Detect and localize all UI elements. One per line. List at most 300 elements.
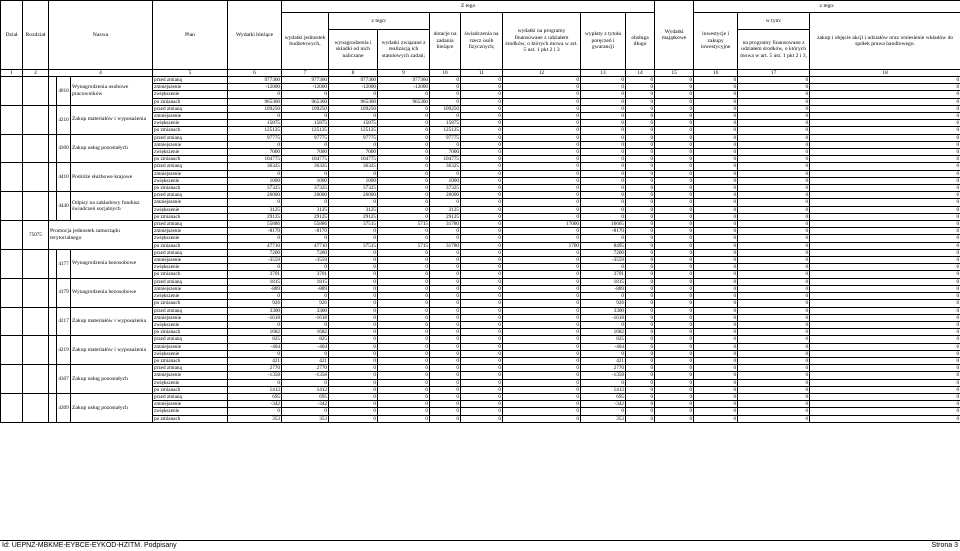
amount-cell: 1815 <box>581 278 626 285</box>
amount-cell: 0 <box>655 401 694 408</box>
amount-cell: 0 <box>626 185 655 192</box>
amount-cell: 0 <box>329 408 378 415</box>
amount-cell: 3125 <box>329 206 378 213</box>
amount-cell: 0 <box>810 235 960 242</box>
dzial-cell <box>1 278 23 307</box>
amount-cell: 0 <box>626 177 655 184</box>
spacer-cell <box>49 163 57 192</box>
amount-cell: 0 <box>694 91 738 98</box>
amount-cell: 0 <box>430 336 461 343</box>
amount-cell: 0 <box>430 314 461 321</box>
amount-cell: 0 <box>461 372 503 379</box>
amount-cell: 0 <box>581 379 626 386</box>
amount-cell: 0 <box>461 415 503 422</box>
amount-cell: 0 <box>810 343 960 350</box>
amount-cell: 0 <box>655 271 694 278</box>
amount-cell: 1412 <box>282 386 329 393</box>
amount-cell: 0 <box>430 343 461 350</box>
column-number: 14 <box>626 70 655 77</box>
amount-cell: 0 <box>503 105 581 112</box>
amount-cell: 0 <box>378 343 430 350</box>
amount-cell: 0 <box>626 379 655 386</box>
amount-cell: 104775 <box>282 156 329 163</box>
amount-cell: 0 <box>503 192 581 199</box>
rozdzial-cell <box>23 336 49 365</box>
amount-cell: 0 <box>694 134 738 141</box>
amount-cell: 0 <box>461 156 503 163</box>
spacer-cell <box>49 77 57 106</box>
amount-cell: 0 <box>626 156 655 163</box>
amount-cell: 0 <box>581 149 626 156</box>
spacer-cell <box>49 278 57 307</box>
amount-cell: 7000 <box>329 149 378 156</box>
amount-cell: 0 <box>626 249 655 256</box>
amount-cell: 55886 <box>282 221 329 228</box>
amount-cell: 0 <box>581 177 626 184</box>
col-zakup-akcji: zakup i objęcie akcji i udziałów oraz wniesienie wkładów do spółek prawa handlowego. <box>810 13 960 70</box>
amount-cell: 36325 <box>282 163 329 170</box>
amount-cell: 0 <box>810 91 960 98</box>
column-number: 12 <box>503 70 581 77</box>
amount-cell: 0 <box>378 264 430 271</box>
amount-cell: 0 <box>461 329 503 336</box>
amount-cell: 0 <box>378 321 430 328</box>
change-label: zmniejszenie <box>153 84 228 91</box>
amount-cell: 0 <box>503 336 581 343</box>
amount-cell: 0 <box>430 379 461 386</box>
amount-cell: 47710 <box>228 242 282 249</box>
amount-cell: 0 <box>461 401 503 408</box>
amount-cell: 0 <box>329 228 378 235</box>
amount-cell: 37325 <box>228 185 282 192</box>
column-number: 15 <box>655 70 694 77</box>
amount-cell: 3300 <box>228 307 282 314</box>
amount-cell: 36325 <box>430 163 461 170</box>
page-footer <box>0 540 960 551</box>
change-label: po zmianach <box>153 386 228 393</box>
amount-cell: 0 <box>655 163 694 170</box>
amount-cell: 0 <box>626 206 655 213</box>
change-label: zmniejszenie <box>153 343 228 350</box>
rozdzial-cell <box>23 163 49 192</box>
change-label: zwiększenie <box>153 91 228 98</box>
rozdzial-cell <box>23 105 49 134</box>
amount-cell: 0 <box>655 314 694 321</box>
rozdzial-cell: 75075 <box>23 221 49 250</box>
amount-cell: 7000 <box>228 149 282 156</box>
amount-cell: 0 <box>626 170 655 177</box>
table-row <box>1 163 960 170</box>
amount-cell: 0 <box>581 264 626 271</box>
amount-cell: 0 <box>810 386 960 393</box>
dzial-cell <box>1 105 23 134</box>
amount-cell: 0 <box>738 177 810 184</box>
amount-cell: -404 <box>282 343 329 350</box>
col-wydatki-biezace: Wydatki bieżące <box>228 1 282 70</box>
amount-cell: 0 <box>581 134 626 141</box>
amount-cell: 0 <box>626 401 655 408</box>
amount-cell: 26000 <box>228 192 282 199</box>
amount-cell: 0 <box>655 185 694 192</box>
amount-cell: 0 <box>503 249 581 256</box>
amount-cell: 0 <box>626 372 655 379</box>
amount-cell: 0 <box>329 386 378 393</box>
col-wydatki-jednostek: wydatki jednostek budżetowych, <box>282 13 329 70</box>
amount-cell: 0 <box>738 285 810 292</box>
column-number: 6 <box>228 70 282 77</box>
amount-cell: 0 <box>581 91 626 98</box>
amount-cell: 0 <box>378 372 430 379</box>
amount-cell: 0 <box>738 329 810 336</box>
amount-cell: -12000 <box>329 84 378 91</box>
amount-cell: 0 <box>461 271 503 278</box>
amount-cell: 0 <box>738 415 810 422</box>
amount-cell: 0 <box>810 177 960 184</box>
amount-cell: 0 <box>810 357 960 364</box>
amount-cell: 965360 <box>282 98 329 105</box>
amount-cell: 0 <box>378 141 430 148</box>
amount-cell: 3701 <box>228 271 282 278</box>
amount-cell: 0 <box>430 98 461 105</box>
change-label: po zmianach <box>153 271 228 278</box>
amount-cell: 0 <box>430 170 461 177</box>
table-row <box>1 307 960 314</box>
amount-cell: 0 <box>329 264 378 271</box>
amount-cell: -1358 <box>282 372 329 379</box>
amount-cell: 0 <box>694 336 738 343</box>
amount-cell: 37515 <box>329 221 378 228</box>
amount-cell: 0 <box>655 105 694 112</box>
amount-cell: 0 <box>378 170 430 177</box>
amount-cell: 0 <box>503 300 581 307</box>
amount-cell: 0 <box>378 350 430 357</box>
amount-cell: 0 <box>694 285 738 292</box>
amount-cell: 0 <box>738 293 810 300</box>
amount-cell: 3300 <box>282 307 329 314</box>
amount-cell: 0 <box>503 285 581 292</box>
amount-cell: 0 <box>738 350 810 357</box>
dzial-cell <box>1 249 23 278</box>
amount-cell: 0 <box>329 321 378 328</box>
amount-cell: 0 <box>810 206 960 213</box>
amount-cell: 0 <box>655 149 694 156</box>
table-row <box>1 365 960 372</box>
amount-cell: 926 <box>228 300 282 307</box>
amount-cell: 0 <box>655 206 694 213</box>
paragraph-code: 4440 <box>57 192 71 221</box>
amount-cell: 0 <box>461 321 503 328</box>
amount-cell: 0 <box>810 77 960 84</box>
amount-cell: 0 <box>503 386 581 393</box>
amount-cell: 0 <box>503 185 581 192</box>
change-label: po zmianach <box>153 156 228 163</box>
amount-cell: 0 <box>282 379 329 386</box>
amount-cell: 0 <box>378 192 430 199</box>
amount-cell: 353 <box>228 415 282 422</box>
amount-cell: 37515 <box>329 242 378 249</box>
amount-cell: 0 <box>655 357 694 364</box>
amount-cell: 0 <box>378 293 430 300</box>
amount-cell: 0 <box>430 293 461 300</box>
col-nazwa: Nazwa <box>49 1 153 70</box>
amount-cell: 0 <box>329 199 378 206</box>
change-label: przed zmianą <box>153 393 228 400</box>
amount-cell: 0 <box>329 336 378 343</box>
amount-cell: 0 <box>581 192 626 199</box>
amount-cell: 0 <box>329 401 378 408</box>
amount-cell: 0 <box>694 365 738 372</box>
amount-cell: 0 <box>329 113 378 120</box>
amount-cell: 0 <box>461 84 503 91</box>
amount-cell: 29125 <box>282 213 329 220</box>
amount-cell: -342 <box>282 401 329 408</box>
amount-cell: 36325 <box>228 163 282 170</box>
column-number: 9 <box>378 70 430 77</box>
amount-cell: 1700 <box>503 242 581 249</box>
dzial-cell <box>1 336 23 365</box>
amount-cell: 0 <box>430 264 461 271</box>
amount-cell: 0 <box>655 365 694 372</box>
amount-cell: 0 <box>461 185 503 192</box>
amount-cell: 695 <box>282 393 329 400</box>
amount-cell: 977360 <box>282 77 329 84</box>
amount-cell: 125125 <box>430 127 461 134</box>
amount-cell: 0 <box>503 264 581 271</box>
rozdzial-cell <box>23 393 49 422</box>
amount-cell: 0 <box>810 199 960 206</box>
amount-cell: 0 <box>626 300 655 307</box>
amount-cell: 0 <box>282 199 329 206</box>
amount-cell: 0 <box>626 120 655 127</box>
amount-cell: 0 <box>378 91 430 98</box>
col-w-tym: w tym: <box>738 13 810 30</box>
col-programy-majatkowe: na programy finansowane z udziałem środków, o których mowa w art. 5 ust. 1 pkt 2 i 3, <box>738 30 810 70</box>
change-label: przed zmianą <box>153 336 228 343</box>
amount-cell: 0 <box>810 156 960 163</box>
col-z-tego-top: Z tego <box>282 1 655 13</box>
amount-cell: 0 <box>738 120 810 127</box>
amount-cell: 5715 <box>378 242 430 249</box>
column-number: 13 <box>581 70 626 77</box>
col-z-tego-majatkowe: z tego: <box>694 1 960 13</box>
amount-cell: 0 <box>810 149 960 156</box>
amount-cell: 0 <box>503 393 581 400</box>
amount-cell: -1618 <box>581 314 626 321</box>
paragraph-name: Zakup usług pozostałych <box>71 365 153 394</box>
amount-cell: 1682 <box>228 329 282 336</box>
amount-cell: -8170 <box>581 228 626 235</box>
amount-cell: 0 <box>581 127 626 134</box>
amount-cell: 0 <box>461 249 503 256</box>
amount-cell: 0 <box>810 393 960 400</box>
amount-cell: 353 <box>581 415 626 422</box>
amount-cell: 37325 <box>329 185 378 192</box>
col-inwestycje: inwestycje i zakupy inwestycyjne <box>694 13 738 70</box>
amount-cell: 0 <box>430 249 461 256</box>
amount-cell: 0 <box>503 127 581 134</box>
amount-cell: 421 <box>581 357 626 364</box>
amount-cell: 0 <box>626 257 655 264</box>
amount-cell: 0 <box>655 285 694 292</box>
amount-cell: 825 <box>581 336 626 343</box>
amount-cell: 0 <box>329 415 378 422</box>
amount-cell: 421 <box>282 357 329 364</box>
column-number: 18 <box>810 70 960 77</box>
amount-cell: 1682 <box>581 329 626 336</box>
amount-cell: 0 <box>738 307 810 314</box>
amount-cell: 0 <box>626 84 655 91</box>
amount-cell: 0 <box>430 415 461 422</box>
amount-cell: 0 <box>461 235 503 242</box>
rozdzial-cell <box>23 134 49 163</box>
amount-cell: 0 <box>626 199 655 206</box>
amount-cell: 0 <box>581 206 626 213</box>
change-label: przed zmianą <box>153 105 228 112</box>
amount-cell: 0 <box>738 163 810 170</box>
change-label: zmniejszenie <box>153 113 228 120</box>
amount-cell: 15875 <box>329 120 378 127</box>
amount-cell: 825 <box>282 336 329 343</box>
amount-cell: 36325 <box>329 163 378 170</box>
amount-cell: 0 <box>461 213 503 220</box>
amount-cell: 0 <box>503 113 581 120</box>
amount-cell: 0 <box>810 228 960 235</box>
amount-cell: 695 <box>228 393 282 400</box>
amount-cell: 0 <box>461 221 503 228</box>
amount-cell: 0 <box>738 249 810 256</box>
paragraph-code: 4210 <box>57 105 71 134</box>
amount-cell: 0 <box>655 221 694 228</box>
amount-cell: 0 <box>503 199 581 206</box>
amount-cell: 0 <box>738 199 810 206</box>
amount-cell: 0 <box>329 350 378 357</box>
amount-cell: 0 <box>655 156 694 163</box>
amount-cell: 97775 <box>430 134 461 141</box>
amount-cell: 0 <box>503 365 581 372</box>
amount-cell: 0 <box>694 393 738 400</box>
amount-cell: 125125 <box>329 127 378 134</box>
amount-cell: 0 <box>738 314 810 321</box>
dzial-cell <box>1 163 23 192</box>
paragraph-code: 4309 <box>57 393 71 422</box>
amount-cell: 0 <box>694 105 738 112</box>
amount-cell: 0 <box>810 185 960 192</box>
amount-cell: 0 <box>738 372 810 379</box>
amount-cell: 0 <box>626 105 655 112</box>
amount-cell: 0 <box>378 386 430 393</box>
amount-cell: 695 <box>581 393 626 400</box>
chapter-name: Promocja jednostek samorządu terytorialnego <box>49 221 153 250</box>
amount-cell: 0 <box>738 192 810 199</box>
amount-cell: 0 <box>503 91 581 98</box>
column-numbers-row <box>1 70 960 77</box>
amount-cell: 0 <box>282 408 329 415</box>
amount-cell: 2770 <box>282 365 329 372</box>
column-number: 1 <box>1 70 23 77</box>
amount-cell: 0 <box>738 206 810 213</box>
amount-cell: 29125 <box>329 213 378 220</box>
amount-cell: 15875 <box>282 120 329 127</box>
amount-cell: 0 <box>461 113 503 120</box>
amount-cell: 0 <box>626 314 655 321</box>
amount-cell: 0 <box>810 415 960 422</box>
amount-cell: 0 <box>503 271 581 278</box>
amount-cell: 0 <box>626 141 655 148</box>
amount-cell: 0 <box>503 141 581 148</box>
amount-cell: 109250 <box>228 105 282 112</box>
amount-cell: 0 <box>329 235 378 242</box>
amount-cell: 0 <box>810 242 960 249</box>
amount-cell: 0 <box>329 249 378 256</box>
amount-cell: 0 <box>503 228 581 235</box>
change-label: zmniejszenie <box>153 285 228 292</box>
amount-cell: 0 <box>378 271 430 278</box>
amount-cell: 0 <box>810 192 960 199</box>
paragraph-code: 4300 <box>57 134 71 163</box>
amount-cell: 0 <box>655 113 694 120</box>
amount-cell: 0 <box>461 163 503 170</box>
amount-cell: 0 <box>810 278 960 285</box>
amount-cell: -889 <box>282 285 329 292</box>
change-label: przed zmianą <box>153 163 228 170</box>
amount-cell: 104775 <box>228 156 282 163</box>
amount-cell: 0 <box>329 91 378 98</box>
amount-cell: 0 <box>655 228 694 235</box>
paragraph-name: Zakup materiałów i wyposażenia <box>71 336 153 365</box>
amount-cell: 0 <box>329 285 378 292</box>
amount-cell: 0 <box>461 134 503 141</box>
amount-cell: 0 <box>503 213 581 220</box>
amount-cell: 0 <box>461 177 503 184</box>
amount-cell: 0 <box>461 386 503 393</box>
amount-cell: 0 <box>430 84 461 91</box>
amount-cell: 0 <box>430 141 461 148</box>
amount-cell: 0 <box>810 127 960 134</box>
amount-cell: 0 <box>329 329 378 336</box>
amount-cell: 0 <box>503 156 581 163</box>
change-label: zwiększenie <box>153 379 228 386</box>
amount-cell: 0 <box>810 365 960 372</box>
amount-cell: 0 <box>430 278 461 285</box>
amount-cell: 0 <box>228 199 282 206</box>
amount-cell: 97775 <box>329 134 378 141</box>
amount-cell: 31780 <box>430 242 461 249</box>
table-header <box>1 1 960 77</box>
amount-cell: 0 <box>810 321 960 328</box>
amount-cell: 0 <box>626 329 655 336</box>
col-wydatki-majatkowe: Wydatki majątkowe <box>655 1 694 70</box>
amount-cell: 0 <box>503 401 581 408</box>
amount-cell: 0 <box>738 242 810 249</box>
amount-cell: 0 <box>626 127 655 134</box>
amount-cell: 0 <box>430 77 461 84</box>
amount-cell: 0 <box>378 156 430 163</box>
amount-cell: 0 <box>581 120 626 127</box>
amount-cell: 0 <box>694 401 738 408</box>
amount-cell: 0 <box>626 134 655 141</box>
amount-cell: 0 <box>461 307 503 314</box>
amount-cell: 0 <box>581 98 626 105</box>
amount-cell: 0 <box>810 307 960 314</box>
amount-cell: 0 <box>503 314 581 321</box>
amount-cell: 977360 <box>329 77 378 84</box>
amount-cell: 0 <box>282 264 329 271</box>
amount-cell: 926 <box>282 300 329 307</box>
change-label: zwiększenie <box>153 321 228 328</box>
paragraph-name: Podróże służbowe krajowe <box>71 163 153 192</box>
amount-cell: 0 <box>378 235 430 242</box>
amount-cell: 16665 <box>581 221 626 228</box>
